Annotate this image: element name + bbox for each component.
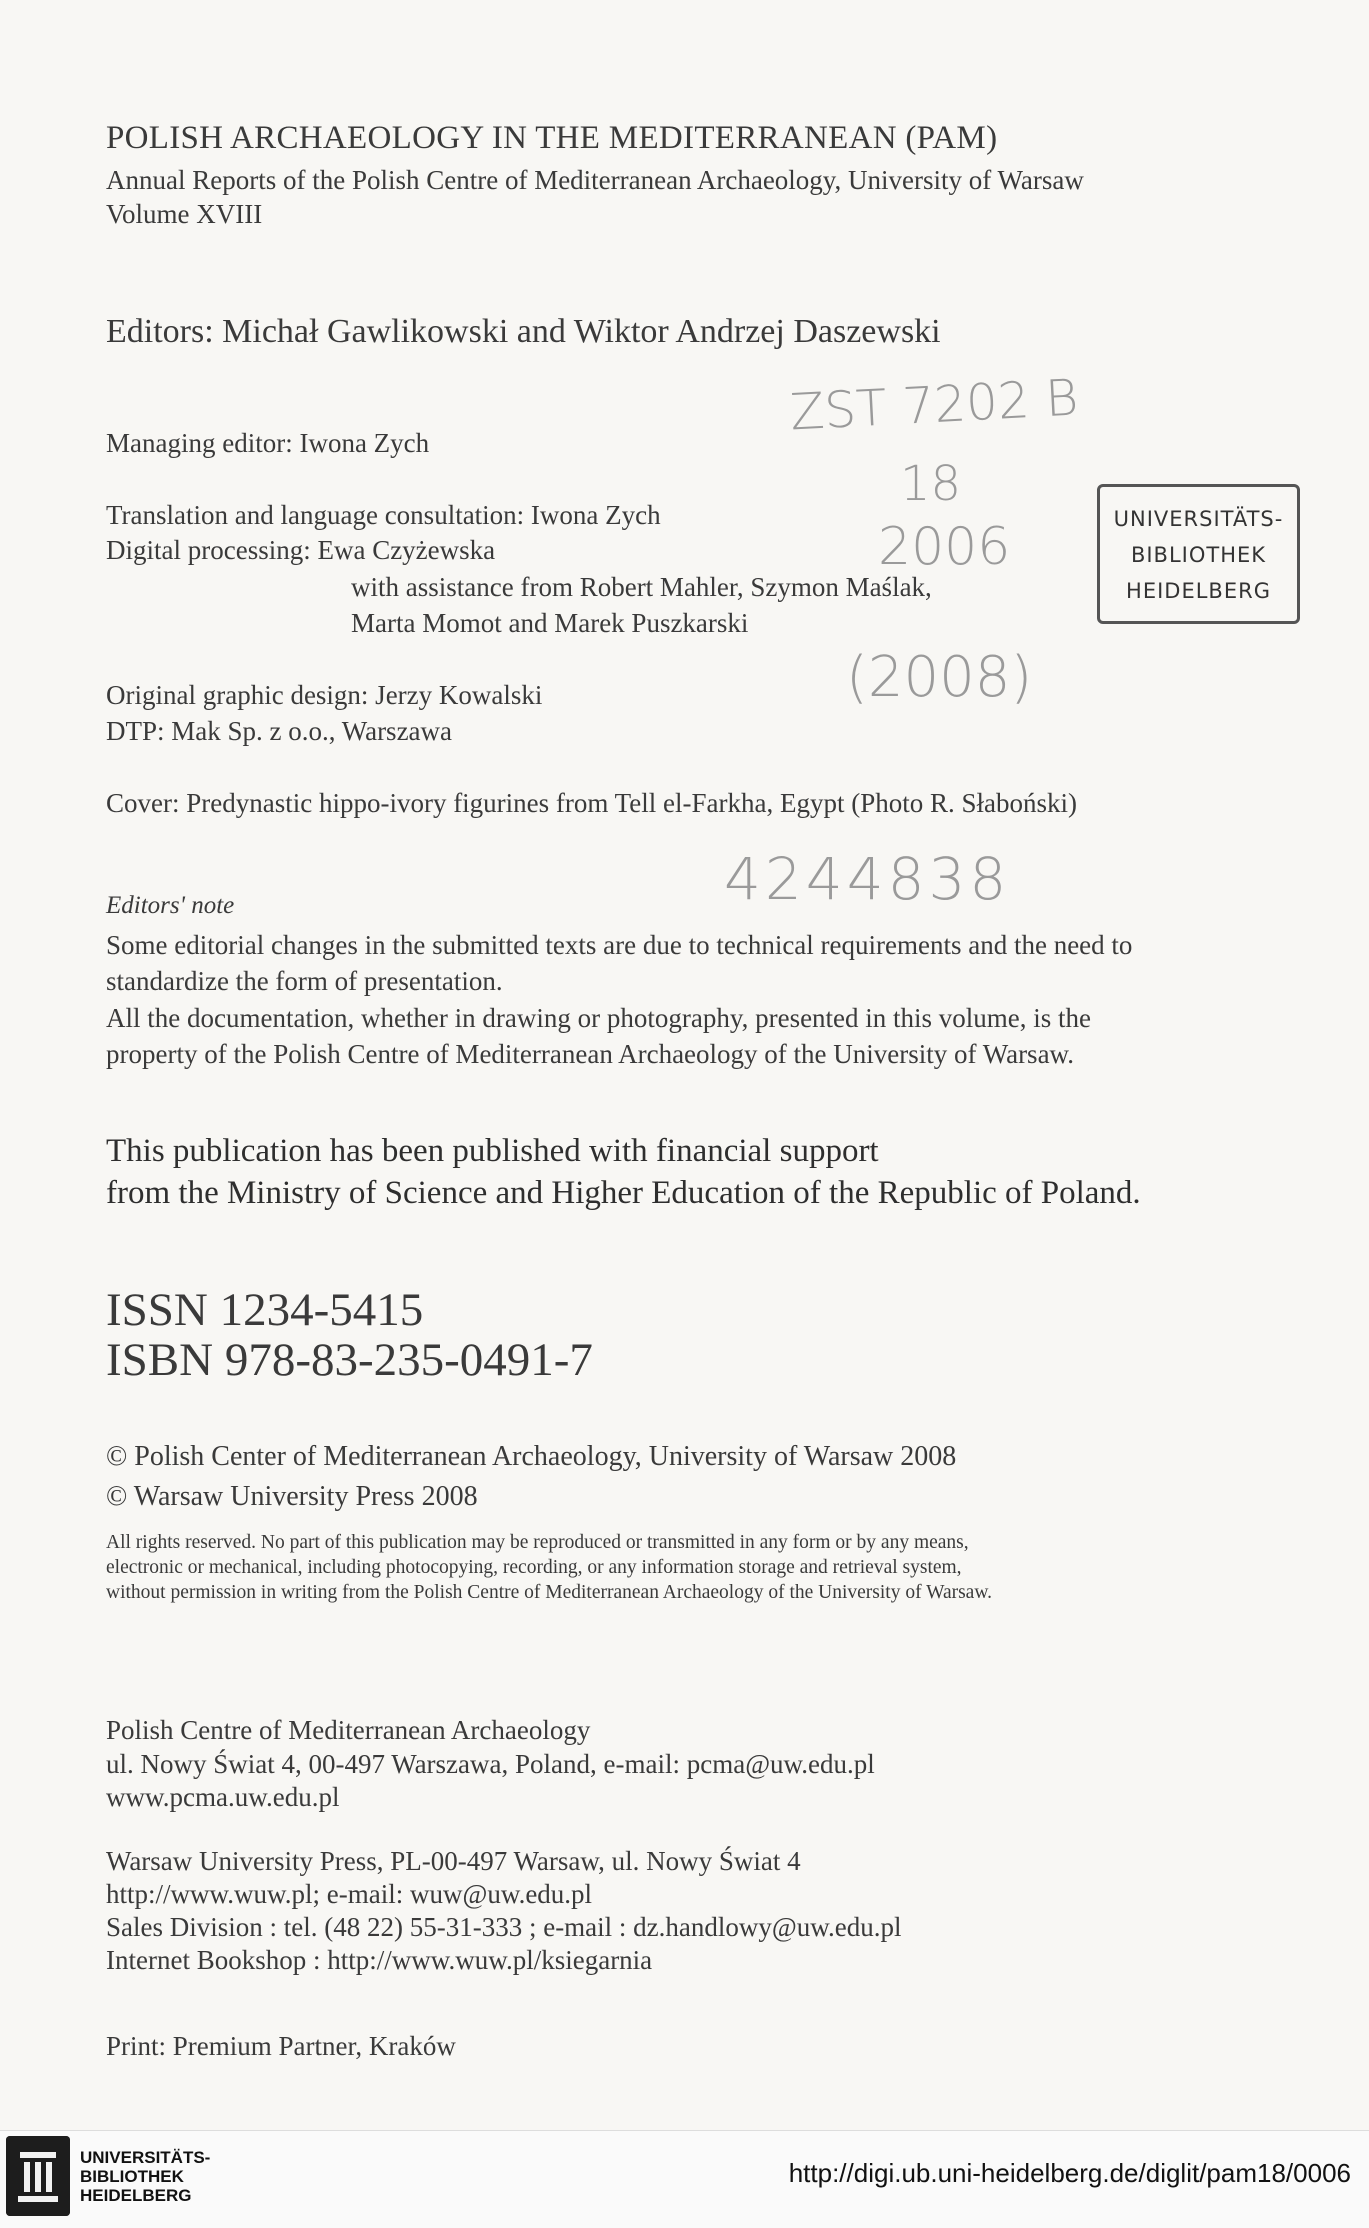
editors-note-heading: Editors' note [106, 892, 235, 919]
handwritten-shelfmark: ZST 7202 B [788, 368, 1080, 442]
rights-text: without permission in writing from the Polish Centre of Mediterranean Archaeology of the University of Warsaw. [106, 1582, 993, 1603]
wup-address-line: Warsaw University Press, PL-00-497 Warsaw, ul. Nowy Świat 4 [106, 1846, 801, 1876]
wup-address-line: Sales Division : tel. (48 22) 55-31-333 ; e-mail : dz.handlowy@uw.edu.pl [106, 1912, 902, 1942]
wup-address-line: Internet Bookshop : http://www.wuw.pl/ksiegarnia [106, 1945, 653, 1975]
logo-line: UNIVERSITÄTS- [80, 2148, 211, 2167]
stamp-line: BIBLIOTHEK [1130, 543, 1267, 567]
handwritten-volume-number: 18 [900, 456, 962, 512]
editors-note-line: Some editorial changes in the submitted texts are due to technical requirements and the need to [106, 930, 1133, 960]
issn: ISSN 1234-5415 [106, 1284, 424, 1336]
copyright-line: © Warsaw University Press 2008 [106, 1481, 478, 1512]
journal-volume: Volume XVIII [106, 199, 263, 229]
copyright-line: © Polish Center of Mediterranean Archaeology, University of Warsaw 2008 [106, 1441, 957, 1472]
logo-line: HEIDELBERG [80, 2186, 192, 2205]
library-stamp [1097, 484, 1300, 624]
editors-line: Editors: Michał Gawlikowski and Wiktor Andrzej Daszewski [106, 313, 941, 350]
pcma-address-line: Polish Centre of Mediterranean Archaeology [106, 1715, 591, 1745]
library-logo-icon [6, 2136, 70, 2216]
print-credit: Print: Premium Partner, Kraków [106, 2031, 456, 2061]
managing-editor: Managing editor: Iwona Zych [106, 428, 430, 458]
journal-subtitle: Annual Reports of the Polish Centre of Mediterranean Archaeology, University of Warsaw [106, 165, 1084, 195]
assistance-credit-2: Marta Momot and Marek Puszkarski [351, 608, 749, 638]
stamp-line: UNIVERSITÄTS- [1113, 507, 1284, 531]
editors-note-line: All the documentation, whether in drawing or photography, presented in this volume, is the [106, 1003, 1092, 1033]
editors-note-line: standardize the form of presentation. [106, 966, 503, 996]
rights-text: All rights reserved. No part of this publication may be reproduced or transmitted in any form or by any means, [106, 1532, 969, 1553]
assistance-credit-1: with assistance from Robert Mahler, Szymon Maślak, [351, 572, 932, 602]
support-statement: This publication has been published with financial support [106, 1133, 879, 1169]
rights-text: electronic or mechanical, including photocopying, recording, or any information storage and retrieval system, [106, 1557, 962, 1578]
handwritten-accession-number: 4244838 [724, 845, 1011, 913]
cover-caption: Cover: Predynastic hippo-ivory figurines from Tell el-Farkha, Egypt (Photo R. Słaboński) [106, 788, 1077, 818]
logo-line: BIBLIOTHEK [80, 2167, 184, 2186]
wup-address-line: http://www.wuw.pl; e-mail: wuw@uw.edu.pl [106, 1879, 593, 1909]
handwritten-year: (2008) [846, 645, 1033, 710]
pcma-website: www.pcma.uw.edu.pl [106, 1782, 340, 1812]
library-logo-text [80, 2148, 210, 2205]
graphic-design-credit: Original graphic design: Jerzy Kowalski [106, 680, 543, 710]
digital-processing-credit: Digital processing: Ewa Czyżewska [106, 535, 496, 565]
dtp-credit: DTP: Mak Sp. z o.o., Warszawa [106, 716, 453, 746]
handwritten-year: 2006 [878, 517, 1011, 577]
stamp-line: HEIDELBERG [1126, 579, 1271, 603]
journal-title: POLISH ARCHAEOLOGY IN THE MEDITERRANEAN (PAM) [106, 120, 998, 156]
pcma-address-line: ul. Nowy Świat 4, 00-497 Warszawa, Poland, e-mail: pcma@uw.edu.pl [106, 1749, 875, 1779]
isbn: ISBN 978-83-235-0491-7 [106, 1334, 593, 1386]
permalink-url[interactable]: http://digi.ub.uni-heidelberg.de/diglit/pam18/0006 [788, 2158, 1351, 2188]
editors-note-line: property of the Polish Centre of Mediterranean Archaeology of the University of Warsaw. [106, 1039, 1075, 1069]
support-statement: from the Ministry of Science and Higher Education of the Republic of Poland. [106, 1175, 1141, 1211]
translation-credit: Translation and language consultation: Iwona Zych [106, 500, 661, 530]
